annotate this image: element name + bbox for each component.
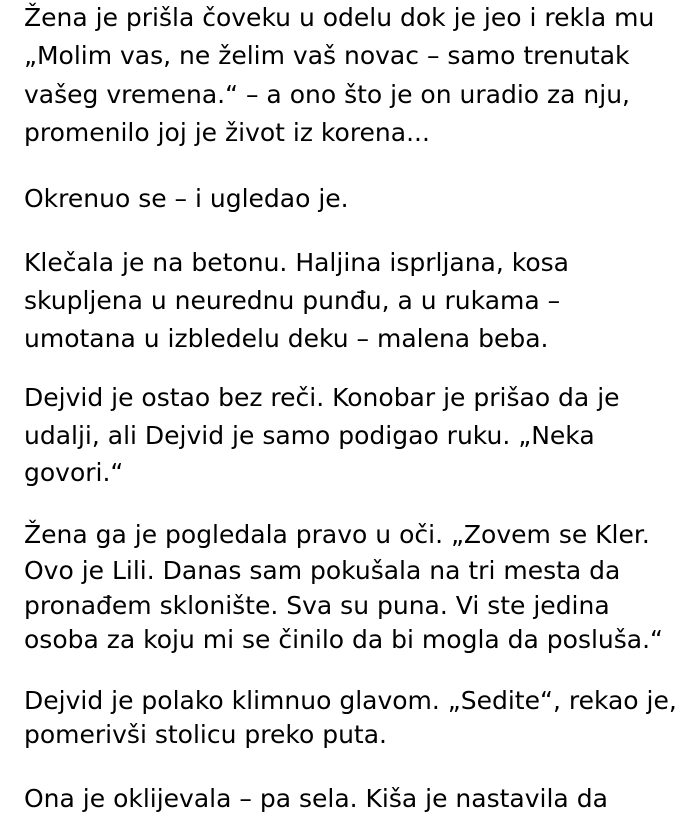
text-line: osoba za koju mi se činilo da bi mogla da posluša.“ bbox=[24, 625, 664, 654]
text-line: skupljena u neurednu punđu, a u rukama – bbox=[24, 286, 561, 315]
text-line: Žena ga je pogledala pravo u oči. „Zovem se Kler. bbox=[24, 520, 650, 549]
text-line: udalji, ali Dejvid je samo podigao ruku. „Neka bbox=[24, 421, 595, 450]
text-line: „Molim vas, ne želim vaš novac – samo trenutak bbox=[24, 41, 630, 70]
text-line: Ovo je Lili. Danas sam pokušala na tri mesta da bbox=[24, 556, 621, 585]
text-line: Žena je prišla čoveku u odelu dok je jeo i rekla mu bbox=[24, 3, 655, 32]
article-text bbox=[24, 0, 696, 823]
text-line: Klečala je na betonu. Haljina isprljana, kosa bbox=[24, 248, 569, 277]
text-line: govori.“ bbox=[24, 458, 124, 487]
text-line: Dejvid je ostao bez reči. Konobar je prišao da je bbox=[24, 383, 620, 412]
text-line: promenilo joj je život iz korena... bbox=[24, 118, 430, 147]
text-line: umotana u izbledelu deku – malena beba. bbox=[24, 324, 549, 353]
text-line: Okrenuo se – i ugledao je. bbox=[24, 184, 349, 213]
text-line: pronađem sklonište. Sva su puna. Vi ste jedina bbox=[24, 591, 610, 620]
text-line: pomerivši stolicu preko puta. bbox=[24, 720, 387, 749]
text-line: Ona je oklijevala – pa sela. Kiša je nastavila da bbox=[24, 784, 608, 813]
text-line: vašeg vremena.“ – a ono što je on uradio za nju, bbox=[24, 80, 630, 109]
text-line: Dejvid je polako klimnuo glavom. „Sedite“, rekao je, bbox=[24, 686, 677, 715]
